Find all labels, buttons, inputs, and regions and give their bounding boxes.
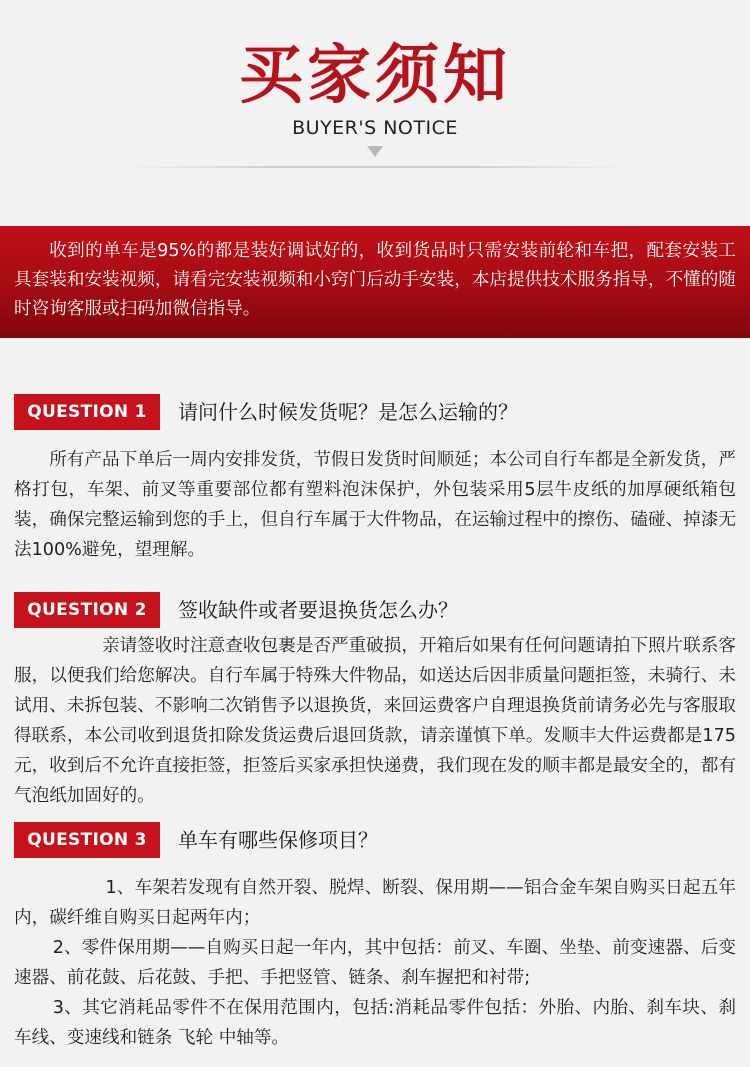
question-3-badge: QUESTION 3 xyxy=(14,822,160,858)
question-1-badge: QUESTION 1 xyxy=(14,394,160,430)
down-arrow-icon xyxy=(367,146,383,157)
answer-paragraph: 亲请签收时注意查收包裹是否严重破损，开箱后如果有任何问题请拍下照片联系客服，以便我们给您解决。自行车属于特殊大件物品，如送达后因非质量问题拒签，未骑行、未试用、未拆包装、不影响二次销售予以退换货，来回运费客户自理退换货前请务必先与客服取得联系，本公司收到退货扣除发货运费后退回货款，请亲谨慎下单。发顺丰大件运费都是175元，收到后不允许直接拒签，拒签后买家承担快递费，我们现在发的顺丰都是最安全的，都有气泡纸加固好的。 xyxy=(14,636,736,806)
question-3-answer xyxy=(14,873,736,1053)
answer-paragraph: 2、零件保用期——自购买日起一年内，其中包括：前叉、车圈、坐垫、前变速器、后变速器、前花鼓、后花鼓、手把、手把竖管、链条、刹车握把和衬带; xyxy=(14,938,736,988)
page-header xyxy=(0,0,750,225)
banner-text: 收到的单车是95%的都是装好调试好的，收到货品时只需安装前轮和车把，配套安装工具套装和安装视频，请看完安装视频和小窍门后动手安装，本店提供技术服务指导，不懂的随时咨询客服或扫码加微信指导。 xyxy=(14,241,736,319)
notice-banner xyxy=(0,226,750,338)
header-divider xyxy=(125,166,625,168)
page-title: 买家须知 xyxy=(239,39,511,113)
answer-paragraph: 3、其它消耗品零件不在保用范围内，包括:消耗品零件包括：外胎、内胎、刹车块、刹车线、变速线和链条 飞轮 中轴等。 xyxy=(14,998,736,1048)
question-1-title: 请问什么时候发货呢？是怎么运输的？ xyxy=(178,400,518,424)
question-2-badge: QUESTION 2 xyxy=(14,592,160,628)
question-3-title: 单车有哪些保修项目？ xyxy=(178,828,378,852)
answer-paragraph: 所有产品下单后一周内安排发货，节假日发货时间顺延；本公司自行车都是全新发货，严格打包，车架、前叉等重要部位都有塑料泡沫保护，外包装采用5层牛皮纸的加厚硬纸箱包装，确保完整运输到您的手上，但自行车属于大件物品，在运输过程中的擦伤、磕碰、掉漆无法100%避免，望理解。 xyxy=(14,450,736,560)
answer-paragraph: 1、车架若发现有自然开裂、脱焊、断裂、保用期——铝合金车架自购买日起五年内，碳纤维自购买日起两年内； xyxy=(14,878,736,928)
question-2-title: 签收缺件或者要退换货怎么办？ xyxy=(178,598,458,622)
page-subtitle: BUYER'S NOTICE xyxy=(292,117,458,139)
question-1-answer xyxy=(14,445,736,565)
question-2-answer xyxy=(14,631,736,811)
